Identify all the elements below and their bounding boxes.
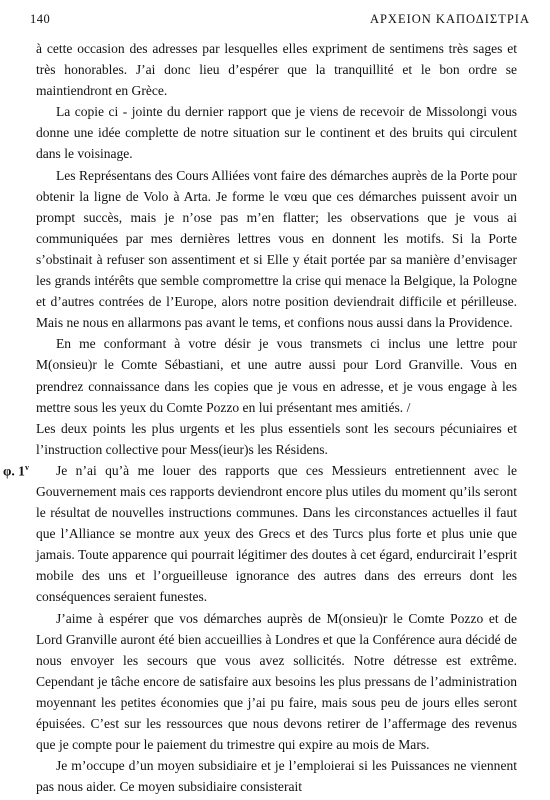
paragraph: En me conformant à votre désir je vous transmets ci inclus une lettre pour M(onsieu)r le Comte Sébastiani, et une autre aussi pour Lord Granville. Vous en prendrez connaissance dans les copies que je vous en adresse, et je vous engage à les mettre sous les yeux du Comte Pozzo en lui présentant mes amitiés. /	[36, 336, 517, 415]
paragraph: Je m’occupe d’un moyen subsidiaire et je l’emploierai si les Puissances ne viennent pas nous aider. Ce moyen subsidiaire consisterait	[36, 758, 517, 795]
folio-margin-note	[3, 463, 29, 480]
paragraph: à cette occasion des adresses par lesquelles elles expriment de sentimens très sages et très honorables. J’ai donc lieu d’espérer que la tranquillité et le bon ordre se maintiendront en Grèce.	[36, 41, 517, 99]
paragraph: La copie ci - jointe du dernier rapport que je viens de recevoir de Missolongi vous donne une idée complette de notre situation sur le continent et des bruits qui circulent dans le voisinage.	[36, 104, 517, 162]
page-number: 140	[30, 12, 51, 26]
body-text	[36, 38, 517, 797]
paragraph: Les deux points les plus urgents et les plus essentiels sont les secours pécuniaires et l’instruction collective pour Mess(ieur)s les Résidens.	[36, 420, 517, 457]
folio-superscript: v	[24, 463, 29, 472]
running-title: ΑΡΧΕΙΟΝ ΚΑΠΟΔΙΣΤΡΙΑ	[369, 12, 530, 26]
paragraph: J’aime à espérer que vos démarches auprès de M(onsieu)r le Comte Pozzo et de Lord Granville auront été bien accueillies à Londres et que la Conférence aura décidé de nous envoyer les secours que vous avez sollicités. Notre détresse est extrême. Cependant je tâche encore de satisfaire aux besoins les plus pressans de l’administration moyennant les petites économies que j’ai pu faire, mais sous peu de jours elles seront épuisées. C’est sur les ressources que nous devons retirer de l’affermage des revenus que je compte pour le paiement du trimestre qui expire au mois de Mars.	[36, 610, 517, 753]
page-header	[30, 12, 530, 32]
folio-label: φ. 1	[3, 463, 25, 479]
paragraph: Je n’ai qu’à me louer des rapports que ces Messieurs entretiennent avec le Gouvernement mais ces rapports deviendront encore plus utiles du moment qu’ils seront le résultat de nouvelles instructions communes. Dans les circonstances actuelles il faut que l’Alliance se montre aux yeux des Grecs et des Turcs plus forte et plus unie que jamais. Toute apparence qui pourrait légitimer des doutes à cet égard, endurcirait l’esprit mobile des uns et l’orgueilleuse ignorance des autres dans des erreurs dont les conséquences seraient funestes.	[36, 462, 517, 605]
paragraph: Les Représentans des Cours Alliées vont faire des démarches auprès de la Porte pour obtenir la ligne de Volo à Arta. Je forme le vœu que ces démarches puissent avoir un prompt succès, mais je n’ose pas m’en flatter; les observations que je vous ai communiquées par mes dernières lettres vous en donnent les motifs. Si la Porte s’obstinait à refuser son assentiment et si Elle y était portée par sa manière d’envisager les grands intérêts que semble compromettre la crise qui menace la Belgique, la Pologne et d’autres contrées de l’Europe, alors notre position deviendrait difficile et périlleuse. Mais ne nous en allarmons pas avant le tems, et confions nous aussi dans la Providence.	[36, 167, 517, 331]
